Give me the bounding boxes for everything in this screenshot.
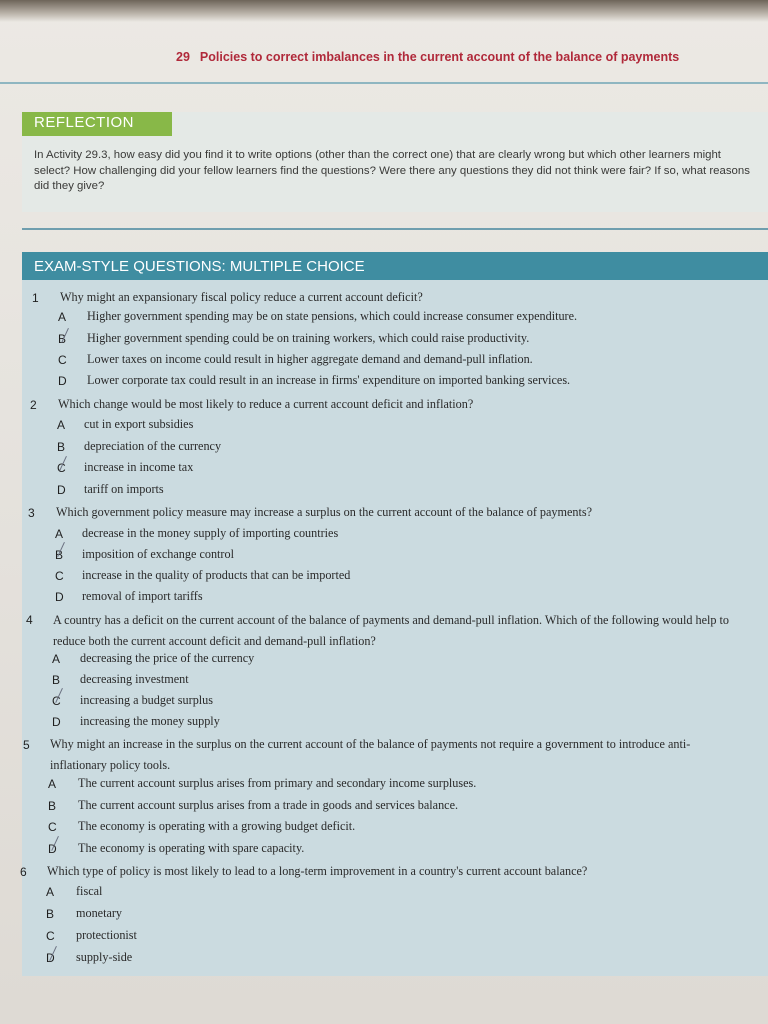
question-number: 1: [32, 291, 39, 305]
question-text: Which government policy measure may increase a surplus on the current account of the balance of payments?: [56, 505, 593, 519]
option-text: increasing a budget surplus: [80, 693, 214, 707]
option-text: supply-side: [76, 950, 133, 964]
option-text: increasing the money supply: [80, 714, 220, 728]
option-letter: D: [46, 951, 55, 965]
running-head: [176, 50, 679, 64]
option-letter: C: [46, 929, 55, 943]
reflection-text: In Activity 29.3, how easy did you find it to write options (other than the correct one) that are clearly wrong but which other learners might select? How challenging did your fellow learners find the questions? Were there any questions they did not think were fair? If so, what reasons did they give?: [34, 149, 750, 192]
option-text: Lower corporate tax could result in an increase in firms' expenditure on imported banking services.: [87, 373, 571, 387]
option-letter: D: [58, 374, 67, 388]
option-letter: A: [48, 777, 57, 791]
section-rule: [22, 228, 768, 230]
option-text: removal of import tariffs: [82, 589, 203, 603]
option-text: The economy is operating with spare capacity.: [78, 841, 305, 855]
option-text: cut in export subsidies: [84, 417, 194, 431]
option-text: imposition of exchange control: [82, 547, 234, 561]
question-text: Why might an increase in the surplus on the current account of the balance of payments not require a government to introduce anti-inflationary policy tools.: [50, 737, 691, 772]
option-letter: D: [48, 842, 57, 856]
question-number: 2: [30, 398, 37, 412]
question-text: Which type of policy is most likely to lead to a long-term improvement in a country's current account balance?: [47, 864, 588, 878]
chapter-number: 29: [176, 50, 190, 64]
reflection-title: REFLECTION: [34, 114, 135, 131]
option-text: depreciation of the currency: [84, 439, 222, 453]
header-rule: [0, 82, 768, 84]
question-number: 5: [23, 738, 30, 752]
option-letter: C: [58, 353, 67, 367]
option-letter: B: [55, 548, 64, 562]
option-text: decreasing investment: [80, 672, 189, 686]
option-letter: A: [52, 652, 61, 666]
option-text: protectionist: [76, 928, 137, 942]
option-letter: B: [48, 799, 57, 813]
option-letter: C: [48, 820, 57, 834]
question-number: 6: [20, 865, 27, 879]
option-text: The economy is operating with a growing budget deficit.: [78, 819, 356, 833]
option-text: Higher government spending may be on state pensions, which could increase consumer expenditure.: [87, 309, 578, 323]
option-text: The current account surplus arises from primary and secondary income surpluses.: [78, 776, 477, 790]
question-number: 4: [26, 613, 33, 627]
option-text: fiscal: [76, 884, 103, 898]
question-text: Which change would be most likely to reduce a current account deficit and inflation?: [58, 397, 474, 411]
option-letter: A: [55, 527, 64, 541]
chapter-title: Policies to correct imbalances in the current account of the balance of payments: [199, 50, 680, 64]
option-text: tariff on imports: [84, 482, 164, 496]
question-text: A country has a deficit on the current account of the balance of payments and demand-pull inflation. Which of the following would help to reduce both the current account deficit and demand-pull inflation?: [53, 613, 729, 648]
option-text: Lower taxes on income could result in higher aggregate demand and demand-pull inflation.: [87, 352, 533, 366]
page-top-shadow: [0, 0, 768, 22]
option-text: increase in the quality of products that can be imported: [82, 568, 351, 582]
option-letter: A: [58, 310, 67, 324]
option-letter: B: [57, 440, 66, 454]
option-letter: C: [57, 461, 66, 475]
option-letter: D: [52, 715, 61, 729]
option-text: increase in income tax: [84, 460, 194, 474]
option-text: decrease in the money supply of importing countries: [82, 526, 339, 540]
option-letter: A: [57, 418, 66, 432]
option-letter: D: [55, 590, 64, 604]
option-letter: C: [52, 694, 61, 708]
option-text: The current account surplus arises from a trade in goods and services balance.: [78, 798, 459, 812]
option-letter: C: [55, 569, 64, 583]
option-letter: B: [46, 907, 55, 921]
question-number: 3: [28, 506, 35, 520]
question-text: Why might an expansionary fiscal policy reduce a current account deficit?: [60, 290, 423, 304]
option-letter: D: [57, 483, 66, 497]
option-text: monetary: [76, 906, 123, 920]
option-text: Higher government spending could be on training workers, which could raise productivity.: [87, 331, 530, 345]
option-letter: B: [52, 673, 61, 687]
option-text: decreasing the price of the currency: [80, 651, 255, 665]
option-letter: B: [58, 332, 67, 346]
exam-title: EXAM-STYLE QUESTIONS: MULTIPLE CHOICE: [34, 258, 365, 275]
option-letter: A: [46, 885, 55, 899]
